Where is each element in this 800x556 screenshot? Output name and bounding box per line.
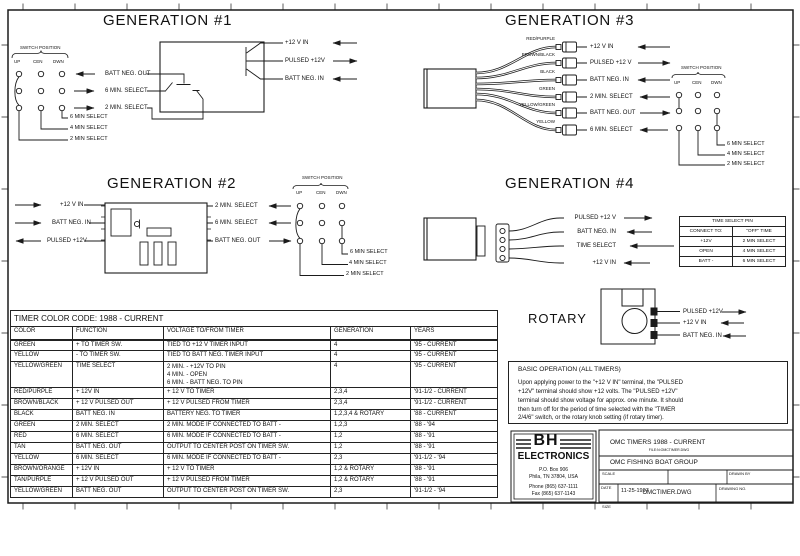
- gen2-col-dwn: DWN: [336, 190, 347, 195]
- pin-table-title: TIME SELECT PIN: [680, 217, 786, 227]
- color-table-header-row: COLOR FUNCTION VOLTAGE TO/FROM TIMER GENERATION YEARS: [11, 327, 498, 340]
- gen4-12v-in-label: +12 V IN: [592, 260, 616, 266]
- gen2-board-box: [105, 203, 207, 273]
- color-table-row: TAN BATT NEG. OUT OUTPUT TO CENTER POST ON TIMER SW. 1,2 '88 - '91: [11, 443, 498, 454]
- company-address-line2: Phila, TN 37804, USA: [529, 474, 578, 480]
- gen3-callout-4min: 4 MIN SELECT: [727, 151, 765, 157]
- basic-operation-line: 2/4/6" switch, or the rotary knob setting (if rotary timer).: [518, 415, 664, 421]
- document-title: OMC TIMERS 1988 - CURRENT: [610, 439, 706, 446]
- gen4-art: [424, 218, 674, 263]
- gen3-col-cen: CEN: [692, 80, 702, 85]
- gen4-timer-box: [424, 218, 476, 260]
- gen1-batt-neg-out-label: BATT NEG. OUT: [105, 71, 151, 77]
- date-label: DATE: [601, 485, 612, 490]
- gen2-switch-grid: [296, 203, 348, 275]
- gen1-callout-2min: 2 MIN SELECT: [70, 136, 108, 142]
- gen2-title: GENERATION #2: [107, 175, 237, 192]
- rotary-batt-neg-in-label: BATT NEG. IN: [683, 333, 722, 339]
- gen1-title: GENERATION #1: [103, 12, 233, 29]
- gen3-timer-box: [424, 69, 476, 108]
- gen1-col-dwn: DWN: [53, 59, 64, 64]
- drawing-no-label: DRAWING NO.: [719, 486, 747, 491]
- pin-table-row: OPEN 4 MIN SELECT: [680, 247, 786, 257]
- gen3-wire-color-red-purple: RED/PURPLE: [526, 36, 555, 41]
- gen1-callout-6min: 6 MIN SELECT: [70, 114, 108, 120]
- gen3-title: GENERATION #3: [505, 12, 635, 29]
- file-name-value: OMCTIMER.DWG: [642, 490, 692, 496]
- gen4-connector: [496, 224, 509, 262]
- drawn-by-label: DRAWN BY: [729, 471, 751, 476]
- color-table-row: BLACK BATT NEG. IN BATTERY NEG. TO TIMER 1,2,3,4 & ROTARY '88 - CURRENT: [11, 410, 498, 421]
- color-table-row: RED 6 MIN. SELECT 6 MIN. MODE IF CONNECTED TO BATT - 1,2 '88 - '91: [11, 432, 498, 443]
- rotary-box: [601, 289, 655, 344]
- rotary-title: ROTARY: [528, 311, 587, 326]
- gen2-batt-neg-out-label: BATT NEG. OUT: [215, 238, 261, 244]
- color-table-row: TAN/PURPLE + 12 V PULSED OUT + 12 V PULSED FROM TIMER 1,2 & ROTARY '88 - '91: [11, 476, 498, 487]
- gen3-callout-2min: 2 MIN SELECT: [727, 161, 765, 167]
- gen1-batt-neg-in-label: BATT NEG. IN: [285, 76, 324, 82]
- gen2-board-components: [111, 209, 176, 265]
- color-table-row: BROWN/BLACK + 12 V PULSED OUT + 12 V PULSED FROM TIMER 2,3,4 '91-1/2 - CURRENT: [11, 399, 498, 410]
- basic-operation-line: then turn off for the period of time selected with the "TIMER: [518, 407, 676, 413]
- gen1-timer-box: [160, 42, 264, 112]
- gen1-switch-position-label: SWITCH POSITION: [20, 45, 61, 50]
- gen2-callout-4min: 4 MIN SELECT: [349, 260, 387, 266]
- gen3-art: [424, 42, 725, 165]
- gen2-12v-in-label: +12 V IN: [60, 202, 84, 208]
- color-table-title-row: [11, 311, 498, 327]
- basic-operation-line: Upon applying power to the "+12 V IN" terminal, the "PULSED: [518, 380, 683, 386]
- gen1-art: [12, 42, 357, 140]
- gen4-title: GENERATION #4: [505, 175, 635, 192]
- gen2-batt-neg-in-label: BATT NEG. IN: [52, 220, 91, 226]
- gen2-callout-2min: 2 MIN SELECT: [346, 271, 384, 277]
- company-address-line1: P.O. Box 906: [538, 467, 569, 473]
- gen3-col-dwn: DWN: [711, 80, 722, 85]
- basic-operation-line: terminal should show voltage for approx. one minute. It should: [518, 398, 684, 404]
- gen4-pulsed-12v-label: PULSED +12 V: [574, 215, 616, 221]
- gen2-art: [15, 183, 348, 276]
- gen2-2min-select-label: 2 MIN. SELECT: [215, 203, 258, 209]
- gen4-time-select-label: TIME SELECT: [576, 243, 616, 249]
- pin-table-title-row: [680, 217, 786, 227]
- gen4-bracket: [477, 226, 485, 256]
- gen1-6min-select-label: 6 MIN. SELECT: [105, 88, 148, 94]
- color-table-title: TIMER COLOR CODE: 1988 - CURRENT: [11, 311, 498, 327]
- rotary-knob: [622, 309, 647, 334]
- gen1-col-up: UP: [14, 59, 21, 64]
- gen3-12v-in-label: +12 V IN: [590, 44, 614, 50]
- gen3-batt-neg-out-label: BATT NEG. OUT: [590, 110, 636, 116]
- gen3-2min-select-label: 2 MIN. SELECT: [590, 94, 633, 100]
- gen1-2min-select-label: 2 MIN. SELECT: [105, 105, 148, 111]
- basic-operation-title: BASIC OPERATION (ALL TIMERS): [518, 366, 621, 373]
- document-group: OMC FISHING BOAT GROUP: [610, 459, 698, 466]
- gen3-switch-position-label: SWITCH POSITION: [681, 65, 722, 70]
- color-table-row: RED/PURPLE + 12V IN + 12 V TO TIMER 2,3,4 '91-1/2 - CURRENT: [11, 388, 498, 399]
- size-label: SIZE: [602, 504, 611, 509]
- gen1-switch-grid: [15, 71, 68, 140]
- bh-electronics-wordmark: ELECTRONICS: [517, 451, 590, 462]
- gen3-col-up: UP: [674, 80, 681, 85]
- gen3-switch-grid: [676, 92, 725, 165]
- color-table-row: YELLOW - TO TIMER SW. TIED TO BATT NEG. TIMER INPUT 4 '95 - CURRENT: [11, 351, 498, 362]
- gen3-6min-select-label: 6 MIN. SELECT: [590, 127, 633, 133]
- color-table-row: YELLOW/GREEN BATT NEG. OUT OUTPUT TO CENTER POST ON TIMER SW. 2,3 '91-1/2 - '94: [11, 487, 498, 498]
- gen3-connectors: [556, 42, 587, 135]
- gen1-12v-in-label: +12 V IN: [285, 40, 309, 46]
- color-table-row: BROWN/ORANGE + 12V IN + 12 V TO TIMER 1,2 & ROTARY '88 - '91: [11, 465, 498, 476]
- rotary-art: [601, 289, 746, 344]
- gen3-wire-color-green: GREEN: [538, 86, 555, 91]
- scale-label: SCALE: [602, 471, 616, 476]
- pin-table-row: BATT - 6 MIN SELECT: [680, 257, 786, 267]
- gen1-pulsed-12v-label: PULSED +12V: [285, 58, 325, 64]
- color-table-row: YELLOW 6 MIN. SELECT 6 MIN. MODE IF CONNECTED TO BATT - 2,3 '91-1/2 - '94: [11, 454, 498, 465]
- gen2-switch-position-label: SWITCH POSITION: [302, 175, 343, 180]
- color-table-row: GREEN + TO TIMER SW. TIED TO +12 V TIMER INPUT 4 '95 - CURRENT: [11, 340, 498, 351]
- gen2-6min-select-label: 6 MIN. SELECT: [215, 220, 258, 226]
- time-select-pin-table: [679, 216, 786, 267]
- company-fax: Fax (865) 637-1143: [531, 491, 576, 497]
- gen4-batt-neg-in-label: BATT NEG. IN: [577, 229, 616, 235]
- document-file-note: FILE:N:OMCTIMER.DWG: [648, 448, 690, 452]
- gen1-callout-4min: 4 MIN SELECT: [70, 125, 108, 131]
- timer-color-code-table: [10, 310, 498, 498]
- gen3-wire-color-brown-black: BROWN/BLACK: [521, 52, 555, 57]
- gen2-pulsed-12v-label: PULSED +12V: [47, 238, 87, 244]
- color-table-row: GREEN 2 MIN. SELECT 2 MIN. MODE IF CONNECTED TO BATT - 1,2,3 '88 - '94: [11, 421, 498, 432]
- rotary-12v-in-label: +12 V IN: [683, 320, 707, 326]
- bh-logo-text: BH: [533, 432, 559, 449]
- rotary-pulsed-12v-label: PULSED +12V: [683, 309, 723, 315]
- gen2-callout-6min: 6 MIN SELECT: [350, 249, 388, 255]
- gen3-wire-color-yellow: YELLOW: [536, 119, 555, 124]
- gen2-col-up: UP: [296, 190, 303, 195]
- color-table-row: YELLOW/GREEN TIME SELECT 2 MIN. - +12V TO PIN 4 MIN. - OPEN 6 MIN. - BATT NEG. TO PIN 4 '95 - CURRENT: [11, 362, 498, 388]
- gen3-wire-color-yellow-green: YELLOW/GREEN: [518, 102, 555, 107]
- pin-table-header-row: CONNECT TO: "OFF" TIME: [680, 227, 786, 237]
- date-value: 11-25-1997: [621, 488, 649, 494]
- gen3-batt-neg-in-label: BATT NEG. IN: [590, 77, 629, 83]
- gen3-pulsed-12v-label: PULSED +12 V: [590, 60, 632, 66]
- basic-operation-line: +12V" terminal should show +12 volts. The "PULSED +12V": [518, 389, 678, 395]
- company-phone: Phone (865) 637-1111: [529, 484, 578, 490]
- gen3-callout-6min: 6 MIN SELECT: [727, 141, 765, 147]
- pin-table-row: +12V 2 MIN SELECT: [680, 237, 786, 247]
- gen1-col-cen: CEN: [33, 59, 43, 64]
- gen2-col-cen: CEN: [316, 190, 326, 195]
- gen3-wire-color-black: BLACK: [540, 69, 555, 74]
